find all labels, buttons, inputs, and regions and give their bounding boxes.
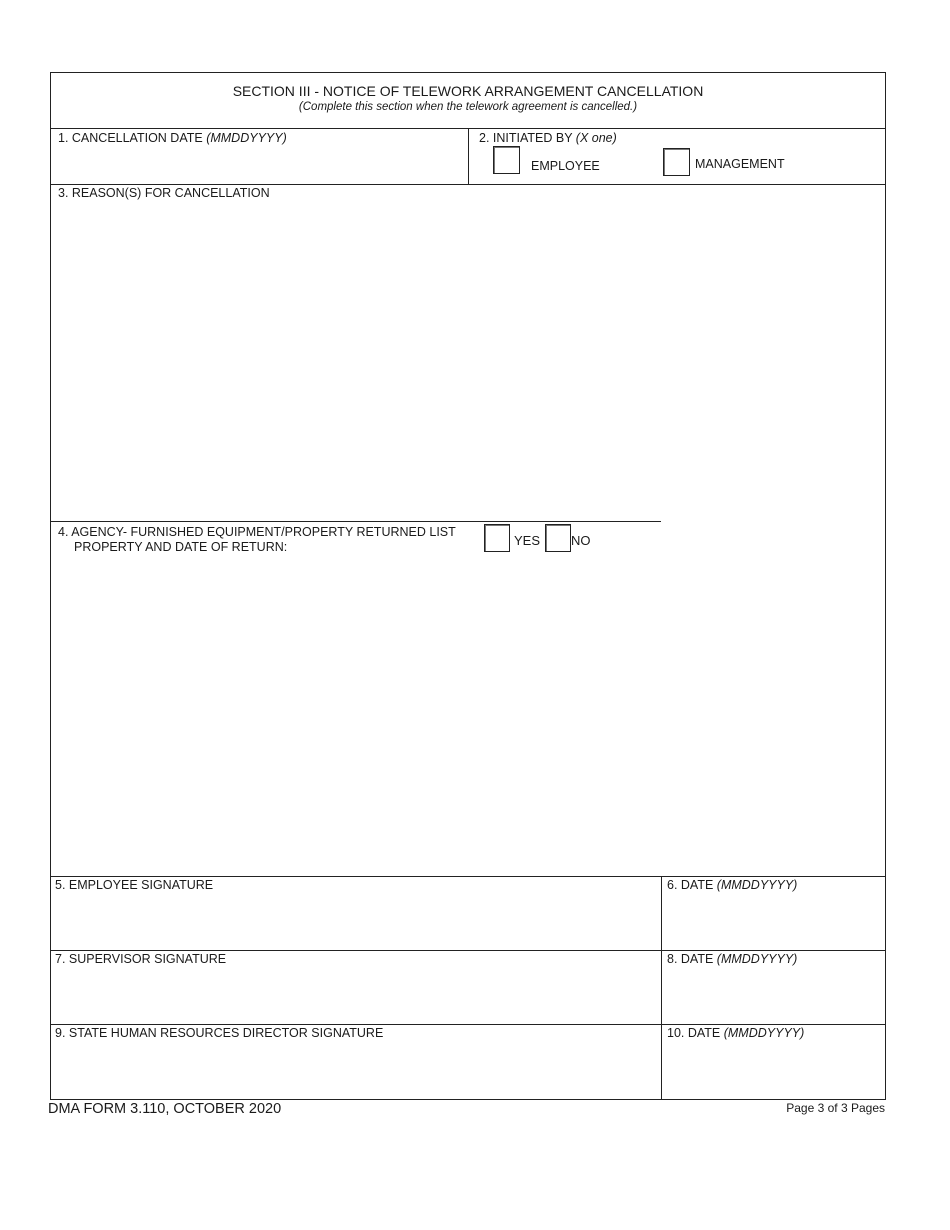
initiated-by-label-text: 2. INITIATED BY xyxy=(479,131,576,145)
hr-director-signature-field[interactable] xyxy=(53,1043,657,1095)
supervisor-date-label-text: 8. DATE xyxy=(667,952,717,966)
equipment-returned-field[interactable] xyxy=(53,557,883,873)
page-number: Page 3 of 3 Pages xyxy=(786,1101,885,1115)
hr-director-date-label-text: 10. DATE xyxy=(667,1026,724,1040)
initiated-by-hint: (X one) xyxy=(575,131,617,145)
equipment-yes-label: YES xyxy=(514,533,541,548)
equipment-no-checkbox[interactable] xyxy=(545,524,571,552)
cancellation-reasons-field[interactable] xyxy=(53,203,883,519)
cancellation-form xyxy=(50,72,886,1100)
management-checkbox[interactable] xyxy=(663,148,690,176)
divider xyxy=(661,876,662,1099)
section-title: SECTION III - NOTICE OF TELEWORK ARRANGEMENT CANCELLATION xyxy=(232,83,704,99)
divider xyxy=(51,184,885,185)
employee-signature-field[interactable] xyxy=(53,895,657,947)
initiated-by-label xyxy=(479,131,617,146)
supervisor-signature-label: 7. SUPERVISOR SIGNATURE xyxy=(55,952,227,966)
equipment-no-label: NO xyxy=(571,533,591,548)
divider xyxy=(51,521,661,522)
supervisor-date-format-hint: (MMDDYYYY) xyxy=(716,952,798,966)
supervisor-date-label xyxy=(667,952,797,967)
hr-director-signature-label: 9. STATE HUMAN RESOURCES DIRECTOR SIGNATURE xyxy=(55,1026,384,1040)
divider xyxy=(51,876,885,877)
form-identifier: DMA FORM 3.110, OCTOBER 2020 xyxy=(48,1101,282,1117)
cancellation-date-field[interactable] xyxy=(53,147,465,183)
employee-checkbox[interactable] xyxy=(493,146,520,174)
employee-date-label xyxy=(667,878,797,893)
employee-date-label-text: 6. DATE xyxy=(667,878,717,892)
cancellation-date-format-hint: (MMDDYYYY) xyxy=(206,131,287,145)
supervisor-date-field[interactable] xyxy=(665,969,883,1021)
hr-director-date-format-hint: (MMDDYYYY) xyxy=(723,1026,805,1040)
equipment-yes-checkbox[interactable] xyxy=(484,524,510,552)
supervisor-signature-field[interactable] xyxy=(53,969,657,1021)
divider xyxy=(468,128,469,184)
hr-director-date-field[interactable] xyxy=(665,1043,883,1095)
employee-date-field[interactable] xyxy=(665,895,883,947)
employee-date-format-hint: (MMDDYYYY) xyxy=(716,878,798,892)
employee-signature-label: 5. EMPLOYEE SIGNATURE xyxy=(55,878,214,892)
management-option-label: MANAGEMENT xyxy=(695,157,785,171)
cancellation-date-label-text: 1. CANCELLATION DATE xyxy=(58,131,207,145)
divider xyxy=(51,950,885,951)
equipment-returned-label-line1: 4. AGENCY- FURNISHED EQUIPMENT/PROPERTY RETURNED LIST xyxy=(58,525,456,539)
hr-director-date-label xyxy=(667,1026,804,1041)
equipment-returned-label-line2: PROPERTY AND DATE OF RETURN: xyxy=(74,540,288,554)
divider xyxy=(51,1024,885,1025)
cancellation-date-label xyxy=(58,131,287,146)
section-subtitle: (Complete this section when the telework agreement is cancelled.) xyxy=(298,101,638,113)
cancellation-reasons-label: 3. REASON(S) FOR CANCELLATION xyxy=(58,186,270,200)
employee-option-label: EMPLOYEE xyxy=(531,159,600,173)
